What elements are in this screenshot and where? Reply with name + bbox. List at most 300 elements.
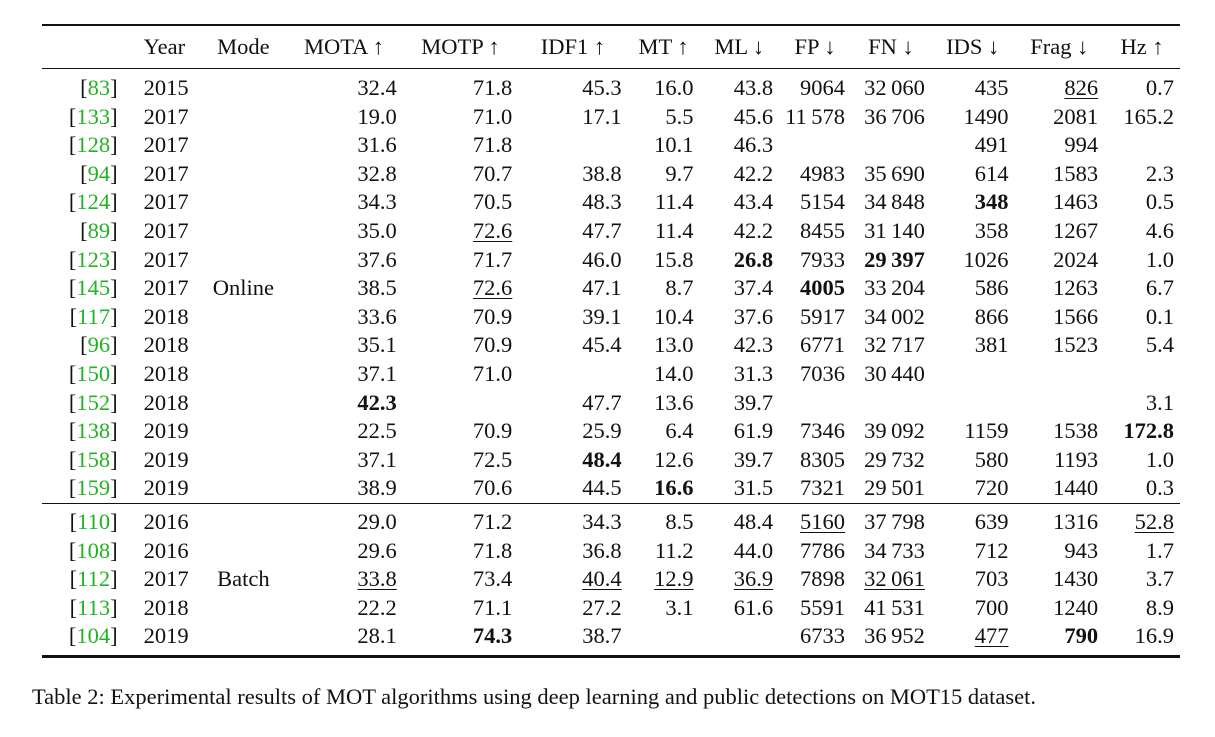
year-cell: 2019: [143, 623, 189, 649]
metric-cell: [931, 622, 1015, 656]
citation-link[interactable]: 152: [76, 389, 111, 415]
citation-cell: [117]: [69, 303, 118, 329]
metric-value: 47.7: [582, 389, 622, 415]
metric-cell: [1104, 160, 1180, 189]
metric-cell: [1104, 474, 1180, 503]
metric-cell: [779, 622, 851, 656]
metric-value: 71.1: [472, 594, 513, 620]
metric-value: 348: [974, 189, 1009, 215]
metric-cell: [1015, 103, 1105, 132]
metric-cell: [1015, 389, 1105, 418]
metric-value: 42.2: [733, 160, 774, 186]
column-header: MT ↑: [638, 34, 689, 59]
metric-cell: [403, 188, 519, 217]
metric-value: 720: [974, 475, 1009, 501]
metric-value: 11.2: [654, 537, 694, 563]
metric-cell: [628, 131, 700, 160]
year-cell: 2017: [143, 103, 189, 129]
metric-value: 1583: [1053, 160, 1099, 186]
metric-value: 4.6: [1145, 217, 1174, 243]
metric-cell: [628, 446, 700, 475]
mode-cell: [201, 217, 285, 246]
batch-group: [42, 503, 1180, 656]
metric-cell: [403, 389, 519, 418]
table-row: [42, 622, 1180, 656]
metric-cell: [699, 246, 779, 275]
metric-cell: [518, 360, 627, 389]
metric-cell: [1015, 360, 1105, 389]
metric-cell: [1015, 537, 1105, 566]
metric-cell: [628, 360, 700, 389]
metric-cell: [931, 103, 1015, 132]
metric-value: 42.3: [733, 332, 774, 358]
metric-value: 45.4: [582, 332, 622, 358]
metric-value: 35.0: [357, 217, 397, 243]
metric-value: 1538: [1053, 418, 1099, 444]
metric-cell: [403, 503, 519, 536]
metric-cell: [1104, 446, 1180, 475]
metric-value: 36 952: [864, 623, 925, 649]
metric-cell: [1015, 331, 1105, 360]
metric-value: 29 732: [864, 446, 925, 472]
citation-cell: [104]: [68, 623, 118, 649]
citation-link[interactable]: 112: [77, 566, 111, 592]
year-cell: 2019: [143, 418, 189, 444]
metric-value: 45.3: [582, 75, 622, 100]
metric-cell: [518, 303, 627, 332]
column-header: Year: [143, 34, 186, 59]
metric-value: 71.0: [472, 360, 513, 386]
metric-value: 435: [974, 75, 1009, 100]
metric-cell: [1015, 217, 1105, 246]
citation-link[interactable]: 133: [76, 103, 111, 129]
metric-value: 790: [1064, 623, 1099, 649]
metric-value: 6771: [800, 332, 846, 358]
metric-cell: [628, 389, 700, 418]
citation-cell: [94]: [80, 160, 118, 186]
metric-cell: [285, 246, 403, 275]
metric-cell: [851, 360, 931, 389]
citation-cell: [159]: [68, 475, 118, 501]
metric-cell: [518, 565, 627, 594]
metric-value: 1026: [963, 246, 1009, 272]
table-row: [42, 360, 1180, 389]
metric-cell: [699, 103, 779, 132]
metric-cell: [518, 274, 627, 303]
citation-link[interactable]: 123: [76, 246, 111, 272]
metric-cell: [628, 160, 700, 189]
metric-value: 45.6: [733, 103, 774, 129]
column-header: IDF1 ↑: [540, 34, 606, 59]
metric-cell: [1104, 331, 1180, 360]
table-row: [42, 274, 1180, 303]
citation-cell: [112]: [69, 566, 118, 592]
metric-value: 61.9: [733, 418, 774, 444]
metric-value: 3.1: [1145, 389, 1174, 415]
metric-value: 2024: [1053, 246, 1099, 272]
metric-cell: [1015, 446, 1105, 475]
metric-cell: [628, 246, 700, 275]
metric-cell: [628, 217, 700, 246]
metric-value: 36.8: [582, 537, 622, 563]
metric-cell: [1015, 69, 1105, 103]
metric-cell: [1104, 103, 1180, 132]
metric-value: 16.9: [1134, 623, 1174, 649]
table-row: [42, 446, 1180, 475]
metric-value: 34.3: [357, 189, 397, 215]
metric-cell: [699, 474, 779, 503]
citation-link[interactable]: 150: [76, 360, 111, 386]
metric-value: 11.4: [654, 189, 694, 215]
metric-value: 491: [974, 132, 1009, 158]
metric-cell: [403, 69, 519, 103]
metric-value: 72.6: [472, 275, 513, 301]
metric-value: 7898: [800, 566, 846, 592]
citation-link[interactable]: 158: [76, 446, 111, 472]
citation-cell: [138]: [68, 418, 118, 444]
metric-cell: [285, 503, 403, 536]
citation-cell: [152]: [68, 389, 118, 415]
metric-cell: [1104, 69, 1180, 103]
metric-value: 14.0: [654, 360, 694, 386]
metric-value: 0.1: [1145, 303, 1174, 329]
metric-cell: [1015, 160, 1105, 189]
metric-value: 39.7: [733, 389, 774, 415]
metric-cell: [779, 565, 851, 594]
metric-value: 17.1: [582, 103, 622, 129]
metric-cell: [1104, 622, 1180, 656]
metric-value: 35 690: [864, 160, 925, 186]
metric-cell: [285, 537, 403, 566]
metric-value: 3.1: [665, 594, 694, 620]
column-header: [42, 25, 128, 69]
column-header: Frag ↓: [1030, 34, 1089, 59]
table-row: [42, 160, 1180, 189]
metric-value: 38.5: [357, 275, 397, 301]
metric-value: 27.2: [582, 594, 622, 620]
metric-value: 11 578: [785, 103, 846, 129]
table-row: [42, 103, 1180, 132]
metric-cell: [518, 622, 627, 656]
metric-value: 16.0: [654, 75, 694, 100]
metric-cell: [699, 188, 779, 217]
citation-cell: [158]: [68, 446, 118, 472]
metric-value: 5591: [800, 594, 846, 620]
metric-cell: [285, 188, 403, 217]
metric-cell: [779, 360, 851, 389]
metric-value: 826: [1064, 75, 1099, 100]
metric-value: 37.6: [733, 303, 774, 329]
metric-cell: [779, 389, 851, 418]
metric-cell: [518, 537, 627, 566]
metric-value: 32.8: [357, 160, 397, 186]
citation-link[interactable]: 110: [77, 508, 111, 534]
metric-value: 8455: [800, 217, 846, 243]
metric-cell: [931, 331, 1015, 360]
citation-cell: [96]: [80, 332, 118, 358]
citation-cell: [133]: [68, 103, 118, 129]
citation-link[interactable]: 159: [76, 475, 111, 501]
metric-cell: [851, 537, 931, 566]
metric-cell: [699, 331, 779, 360]
metric-cell: [931, 474, 1015, 503]
metric-value: 25.9: [582, 418, 622, 444]
metric-cell: [628, 565, 700, 594]
metric-cell: [518, 331, 627, 360]
mode-cell: [201, 446, 285, 475]
citation-link[interactable]: 108: [76, 537, 111, 563]
mode-cell: [201, 417, 285, 446]
metric-cell: [518, 446, 627, 475]
citation-cell: [128]: [68, 132, 118, 158]
citation-link[interactable]: 138: [76, 418, 111, 444]
metric-value: 12.9: [654, 566, 694, 592]
citation-link[interactable]: 145: [76, 275, 111, 301]
metric-value: 32.4: [357, 75, 397, 100]
metric-cell: [518, 417, 627, 446]
metric-cell: [779, 537, 851, 566]
metric-cell: [1015, 188, 1105, 217]
metric-cell: [699, 622, 779, 656]
metric-value: 10.1: [654, 132, 694, 158]
citation-link[interactable]: 96: [87, 332, 111, 358]
metric-value: 28.1: [357, 623, 397, 649]
metric-cell: [931, 274, 1015, 303]
metric-value: 1523: [1053, 332, 1099, 358]
metric-cell: [779, 246, 851, 275]
metric-cell: [1104, 274, 1180, 303]
year-cell: 2018: [143, 389, 189, 415]
metric-value: 37.4: [733, 275, 774, 301]
year-cell: 2017: [143, 217, 189, 243]
metric-cell: [518, 160, 627, 189]
column-header: MOTP ↑: [421, 34, 500, 59]
metric-value: 586: [974, 275, 1009, 301]
mode-cell: [201, 246, 285, 275]
metric-value: 41 531: [864, 594, 925, 620]
metric-value: 10.4: [654, 303, 694, 329]
year-cell: 2016: [143, 508, 189, 534]
metric-cell: [403, 160, 519, 189]
metric-value: 48.3: [582, 189, 622, 215]
metric-value: 37.6: [357, 246, 397, 272]
metric-value: 44.0: [733, 537, 774, 563]
metric-value: 0.5: [1145, 189, 1174, 215]
metric-value: 38.8: [582, 160, 622, 186]
metric-cell: [518, 594, 627, 623]
metric-cell: [931, 188, 1015, 217]
metric-value: 358: [974, 217, 1009, 243]
metric-value: 31.6: [357, 132, 397, 158]
mode-cell: [201, 503, 285, 536]
metric-cell: [403, 622, 519, 656]
metric-cell: [931, 246, 1015, 275]
metric-value: 74.3: [472, 623, 513, 649]
column-header: FP ↓: [794, 34, 836, 59]
metric-value: 13.6: [654, 389, 694, 415]
table-caption: Table 2: Experimental results of MOT algorithms using deep learning and public detections on MOT15 dataset.: [32, 684, 1037, 709]
metric-value: 71.7: [472, 246, 513, 272]
metric-cell: [851, 331, 931, 360]
metric-cell: [403, 446, 519, 475]
metric-value: 943: [1064, 537, 1099, 563]
metric-cell: [285, 274, 403, 303]
citation-link[interactable]: 94: [87, 160, 111, 186]
metric-cell: [1104, 188, 1180, 217]
metric-cell: [1015, 474, 1105, 503]
metric-value: 1440: [1053, 475, 1099, 501]
table-row: [42, 331, 1180, 360]
mode-cell: [201, 303, 285, 332]
metric-value: 34.3: [582, 508, 622, 534]
metric-value: 5.4: [1145, 332, 1174, 358]
metric-cell: [1015, 565, 1105, 594]
metric-value: 72.6: [472, 217, 513, 243]
metric-cell: [851, 69, 931, 103]
metric-cell: [1104, 594, 1180, 623]
metric-value: 3.7: [1145, 566, 1174, 592]
metric-value: 48.4: [582, 446, 622, 472]
metric-value: 39 092: [864, 418, 925, 444]
citation-link[interactable]: 83: [87, 75, 111, 100]
metric-cell: [851, 303, 931, 332]
citation-cell: [123]: [68, 246, 118, 272]
metric-value: 8.7: [665, 275, 694, 301]
metric-value: 866: [974, 303, 1009, 329]
metric-cell: [285, 360, 403, 389]
metric-value: 46.0: [582, 246, 622, 272]
table-row: [42, 188, 1180, 217]
metric-cell: [699, 565, 779, 594]
mode-cell: [201, 188, 285, 217]
metric-value: 22.2: [357, 594, 397, 620]
metric-cell: [1104, 217, 1180, 246]
citation-link[interactable]: 113: [77, 594, 111, 620]
metric-cell: [851, 217, 931, 246]
citation-link[interactable]: 104: [76, 623, 111, 649]
metric-cell: [779, 69, 851, 103]
year-cell: 2018: [143, 303, 189, 329]
metric-cell: [518, 217, 627, 246]
metric-value: 31.3: [733, 360, 774, 386]
metric-cell: [779, 274, 851, 303]
metric-value: 72.5: [472, 446, 513, 472]
metric-cell: [699, 160, 779, 189]
metric-cell: [628, 103, 700, 132]
online-group: [42, 69, 1180, 504]
metric-cell: [403, 417, 519, 446]
metric-value: 35.1: [357, 332, 397, 358]
citation-link[interactable]: 117: [77, 303, 111, 329]
metric-value: 47.7: [582, 217, 622, 243]
metric-cell: [699, 503, 779, 536]
year-cell: 2015: [143, 75, 189, 100]
metric-value: 71.8: [472, 132, 513, 158]
metric-cell: [699, 274, 779, 303]
metric-value: 1463: [1053, 189, 1099, 215]
metric-cell: [285, 446, 403, 475]
metric-value: 0.3: [1145, 475, 1174, 501]
metric-value: 1267: [1053, 217, 1099, 243]
metric-value: 32 717: [864, 332, 925, 358]
metric-value: 712: [974, 537, 1009, 563]
metric-cell: [1015, 594, 1105, 623]
metric-cell: [699, 360, 779, 389]
metric-cell: [285, 303, 403, 332]
metric-cell: [285, 103, 403, 132]
table-row: [42, 537, 1180, 566]
metric-value: 5917: [800, 303, 846, 329]
metric-value: 70.6: [472, 475, 513, 501]
metric-value: 4005: [800, 275, 846, 301]
metric-cell: [403, 217, 519, 246]
metric-cell: [931, 565, 1015, 594]
year-cell: 2017: [143, 246, 189, 272]
metric-value: 29 501: [864, 475, 925, 501]
metric-value: 9.7: [665, 160, 694, 186]
mode-cell: [201, 360, 285, 389]
metric-cell: [403, 103, 519, 132]
metric-value: 1316: [1053, 508, 1099, 534]
column-header: ML ↓: [714, 34, 765, 59]
metric-cell: [518, 188, 627, 217]
citation-link[interactable]: 128: [76, 132, 111, 158]
metric-cell: [518, 69, 627, 103]
metric-cell: [779, 188, 851, 217]
metric-cell: [851, 417, 931, 446]
metric-cell: [285, 622, 403, 656]
metric-cell: [1015, 417, 1105, 446]
metric-cell: [628, 594, 700, 623]
metric-value: 30 440: [864, 360, 925, 386]
year-cell: 2017: [143, 275, 189, 301]
metric-value: 4983: [800, 160, 846, 186]
metric-cell: [779, 503, 851, 536]
citation-link[interactable]: 89: [87, 217, 111, 243]
mode-cell: [201, 622, 285, 656]
metric-value: 1193: [1054, 446, 1099, 472]
metric-cell: [1104, 389, 1180, 418]
metric-cell: [931, 537, 1015, 566]
table-row: [42, 303, 1180, 332]
citation-link[interactable]: 124: [76, 189, 111, 215]
table-row: [42, 417, 1180, 446]
metric-cell: [779, 131, 851, 160]
metric-value: 52.8: [1134, 508, 1174, 534]
metric-value: 32 060: [864, 75, 925, 100]
metric-cell: [931, 389, 1015, 418]
metric-cell: [285, 131, 403, 160]
metric-cell: [851, 160, 931, 189]
metric-cell: [931, 503, 1015, 536]
metric-value: 46.3: [733, 132, 774, 158]
metric-value: 61.6: [733, 594, 774, 620]
metric-value: 29 397: [864, 246, 925, 272]
mode-cell: [201, 331, 285, 360]
metric-cell: [1104, 131, 1180, 160]
citation-cell: [83]: [80, 75, 118, 100]
metric-value: 43.8: [733, 75, 774, 100]
metric-cell: [403, 246, 519, 275]
metric-cell: [779, 594, 851, 623]
metric-cell: [851, 389, 931, 418]
metric-value: 2081: [1053, 103, 1099, 129]
metric-value: 1263: [1053, 275, 1099, 301]
metric-value: 73.4: [472, 566, 513, 592]
column-header: FN ↓: [868, 34, 914, 59]
metric-value: 1430: [1053, 566, 1099, 592]
table-row: [42, 503, 1180, 536]
